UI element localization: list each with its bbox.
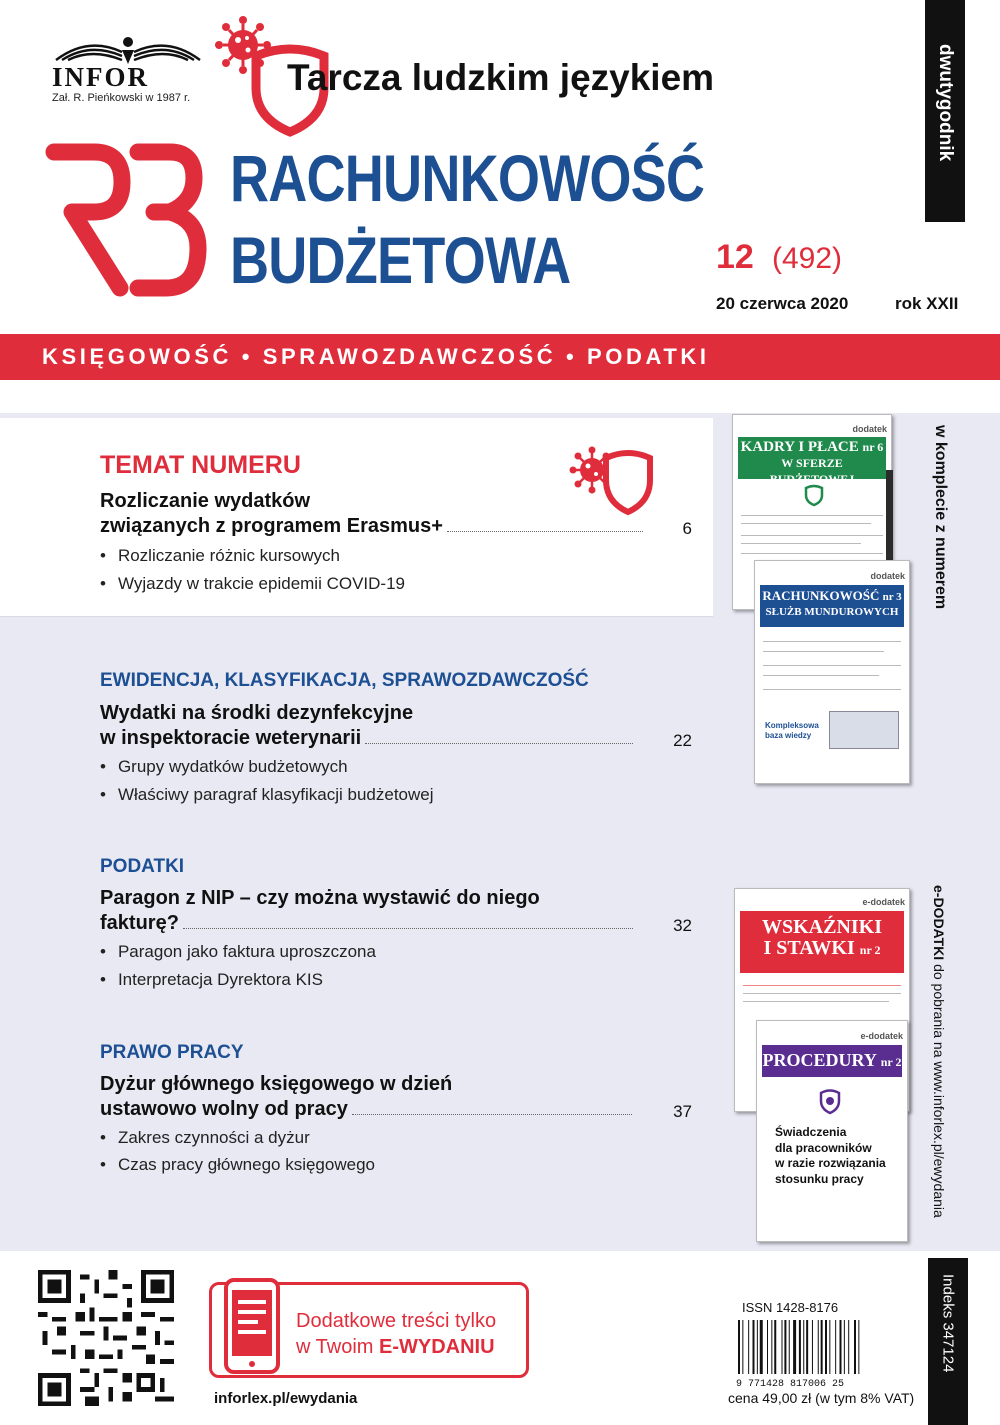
supplement-cover-rachunkowosc <box>754 560 910 784</box>
frequency-label-wrap <box>925 0 965 222</box>
article-page: 22 <box>673 731 692 750</box>
cover-nr: nr 2 <box>880 1055 902 1069</box>
promo-line1: Dodatkowe treści tylko <box>296 1310 497 1332</box>
issue-number: 12 <box>716 238 754 276</box>
cover-nr: nr 3 <box>882 591 902 603</box>
cover-text1: Świadczenia <box>775 1125 847 1139</box>
article-title-line2: w inspektoracie weterynarii <box>100 727 362 749</box>
edodatek-cover-procedury <box>756 1020 908 1242</box>
cover-title-band <box>738 437 886 486</box>
article-entry <box>100 489 692 539</box>
barcode-bar <box>844 1320 845 1374</box>
barcode-bar <box>821 1320 823 1374</box>
barcode-bar <box>757 1320 758 1374</box>
bullet-item: • Rozliczanie różnic kursowych <box>100 546 340 566</box>
cover-title-band <box>762 1045 902 1077</box>
cover-nr: nr 6 <box>862 440 884 454</box>
barcode-bar <box>793 1320 796 1374</box>
promo-line2 <box>296 1336 495 1359</box>
cover-promo <box>765 721 819 740</box>
issn-label: ISSN 1428-8176 <box>742 1300 839 1315</box>
magazine-title-line1: RACHUNKOWOŚĆ <box>230 141 705 215</box>
index-label-wrap <box>928 1258 968 1425</box>
tablet-icon <box>222 1276 282 1376</box>
bullet-item: • Grupy wydatków budżetowych <box>100 757 348 777</box>
cover-header: e-dodatek <box>862 897 905 907</box>
edodatki-side-label-rest: do pobrania na www.inforlex.pl/ewydania <box>931 960 947 1218</box>
subjects-band <box>0 334 1000 380</box>
barcode-bar <box>774 1320 776 1374</box>
article-title-line1: Paragon z NIP – czy można wystawić do niego <box>100 887 540 909</box>
cover-title1: KADRY I PŁACE <box>740 439 859 455</box>
cover-text4: stosunku pracy <box>775 1171 864 1186</box>
cover-header: dodatek <box>870 571 905 581</box>
qr-code-icon <box>38 1270 174 1406</box>
article-page: 37 <box>673 1102 692 1121</box>
barcode-digits: 9 771428 817006 25 <box>736 1379 845 1388</box>
index-label: Indeks 347124 <box>939 1274 957 1373</box>
cover-promo2: baza wiedzy <box>765 730 812 740</box>
bullet-item: • Interpretacja Dyrektora KIS <box>100 970 323 990</box>
frequency-label: dwutygodnik <box>935 44 956 162</box>
barcode-bar <box>771 1320 772 1374</box>
article-entry <box>100 1072 692 1122</box>
article-entry <box>100 701 692 751</box>
barcode-bar <box>784 1320 786 1374</box>
cover-text2: dla pracowników <box>775 1140 872 1155</box>
barcode-bar <box>835 1320 836 1374</box>
barcode-bar <box>829 1320 830 1374</box>
cover-title1: PROCEDURY <box>762 1050 877 1070</box>
bullet-item: • Paragon jako faktura uproszczona <box>100 942 376 962</box>
section-heading: EWIDENCJA, KLASYFIKACJA, SPRAWOZDAWCZOŚĆ <box>100 670 589 691</box>
article-title-line1: Wydatki na środki dezynfekcyjne <box>100 702 414 724</box>
rb-logo-icon <box>42 140 207 300</box>
cover-laptop <box>829 711 899 749</box>
barcode-bar <box>854 1320 856 1374</box>
barcode-bar <box>840 1320 842 1374</box>
barcode-bar <box>782 1320 783 1374</box>
barcode-bar <box>803 1320 804 1374</box>
barcode-bar <box>760 1320 763 1374</box>
cover-promo1: Kompleksowa <box>765 721 819 730</box>
tagline: Tarcza ludzkim językiem <box>287 57 715 98</box>
barcode-bar <box>748 1320 749 1374</box>
cover-title-band <box>760 585 904 627</box>
barcode-bar <box>767 1320 768 1374</box>
barcode-bar <box>738 1320 740 1374</box>
barcode-bar <box>825 1320 827 1374</box>
article-page: 6 <box>682 519 692 538</box>
barcode-bar <box>812 1320 813 1374</box>
barcode-bar <box>799 1320 801 1374</box>
article-title-line2: związanych z programem Erasmus+ <box>100 515 443 537</box>
article-title-line2: ustawowo wolny od pracy <box>100 1098 348 1120</box>
shield-icon <box>803 483 825 507</box>
barcode-bar <box>789 1320 790 1374</box>
cover-text <box>775 1125 886 1187</box>
barcode-bar <box>848 1320 849 1374</box>
magazine-title-line2: BUDŻETOWA <box>230 223 571 297</box>
barcode <box>734 1318 904 1388</box>
promo-line2-pre: w Twoim <box>296 1336 379 1358</box>
cover-header: e-dodatek <box>860 1031 903 1041</box>
article-title-line1: Dyżur głównego księgowego w dzień <box>100 1073 453 1095</box>
cover-text3: w razie rozwiązania <box>775 1156 886 1171</box>
edodatki-side-label-bold: e-DODATKI <box>931 885 947 961</box>
article-entry <box>100 886 692 936</box>
barcode-bar <box>742 1320 743 1374</box>
article-title-line1: Rozliczanie wydatków <box>100 490 311 512</box>
cover-header: dodatek <box>852 424 887 434</box>
cover-title1: WSKAŹNIKI <box>761 916 883 938</box>
edodatki-side-label <box>931 885 947 1218</box>
supplements-side-label: w komplecie z numerem <box>932 425 949 610</box>
publisher-name: INFOR <box>52 62 149 92</box>
issue-year: rok XXII <box>895 294 959 313</box>
bullet-item: • Zakres czynności a dyżur <box>100 1128 310 1148</box>
publisher-founded: Zał. R. Pieńkowski w 1987 r. <box>52 92 191 104</box>
barcode-bar <box>858 1320 859 1374</box>
issue-total: (492) <box>772 242 843 275</box>
cover-title-band <box>740 911 904 973</box>
bullet-item: • Właściwy paragraf klasyfikacji budżetowej <box>100 785 434 805</box>
cover-title1: RACHUNKOWOŚĆ <box>762 588 880 603</box>
section-heading: PRAWO PRACY <box>100 1042 244 1063</box>
section-heading: PODATKI <box>100 856 185 877</box>
barcode-bar <box>806 1320 808 1374</box>
cover-title2: I STAWKI <box>763 937 855 959</box>
cover-nr: nr 2 <box>859 943 881 957</box>
article-page: 32 <box>673 916 692 935</box>
barcode-bar <box>818 1320 819 1374</box>
subjects-band-text: KSIĘGOWOŚĆ • SPRAWOZDAWCZOŚĆ • PODATKI <box>42 344 710 369</box>
bullet-item: • Wyjazdy w trakcie epidemii COVID-19 <box>100 574 405 594</box>
shield-icon <box>817 1087 843 1115</box>
section-heading: TEMAT NUMERU <box>100 451 301 479</box>
e-edition-url[interactable]: inforlex.pl/ewydania <box>214 1390 358 1407</box>
cover-title2: SŁUŻB MUNDUROWYCH <box>765 605 899 618</box>
article-title-line2: fakturę? <box>100 912 179 934</box>
price-label: cena 49,00 zł (w tym 8% VAT) <box>728 1390 915 1406</box>
issue-date: 20 czerwca 2020 <box>716 294 849 313</box>
promo-line2-bold: E-WYDANIU <box>378 1336 495 1358</box>
barcode-bar <box>753 1320 755 1374</box>
bullet-item: • Czas pracy głównego księgowego <box>100 1155 375 1175</box>
cover-title2: W SFERZE BUDŻETOWEJ <box>769 455 855 486</box>
